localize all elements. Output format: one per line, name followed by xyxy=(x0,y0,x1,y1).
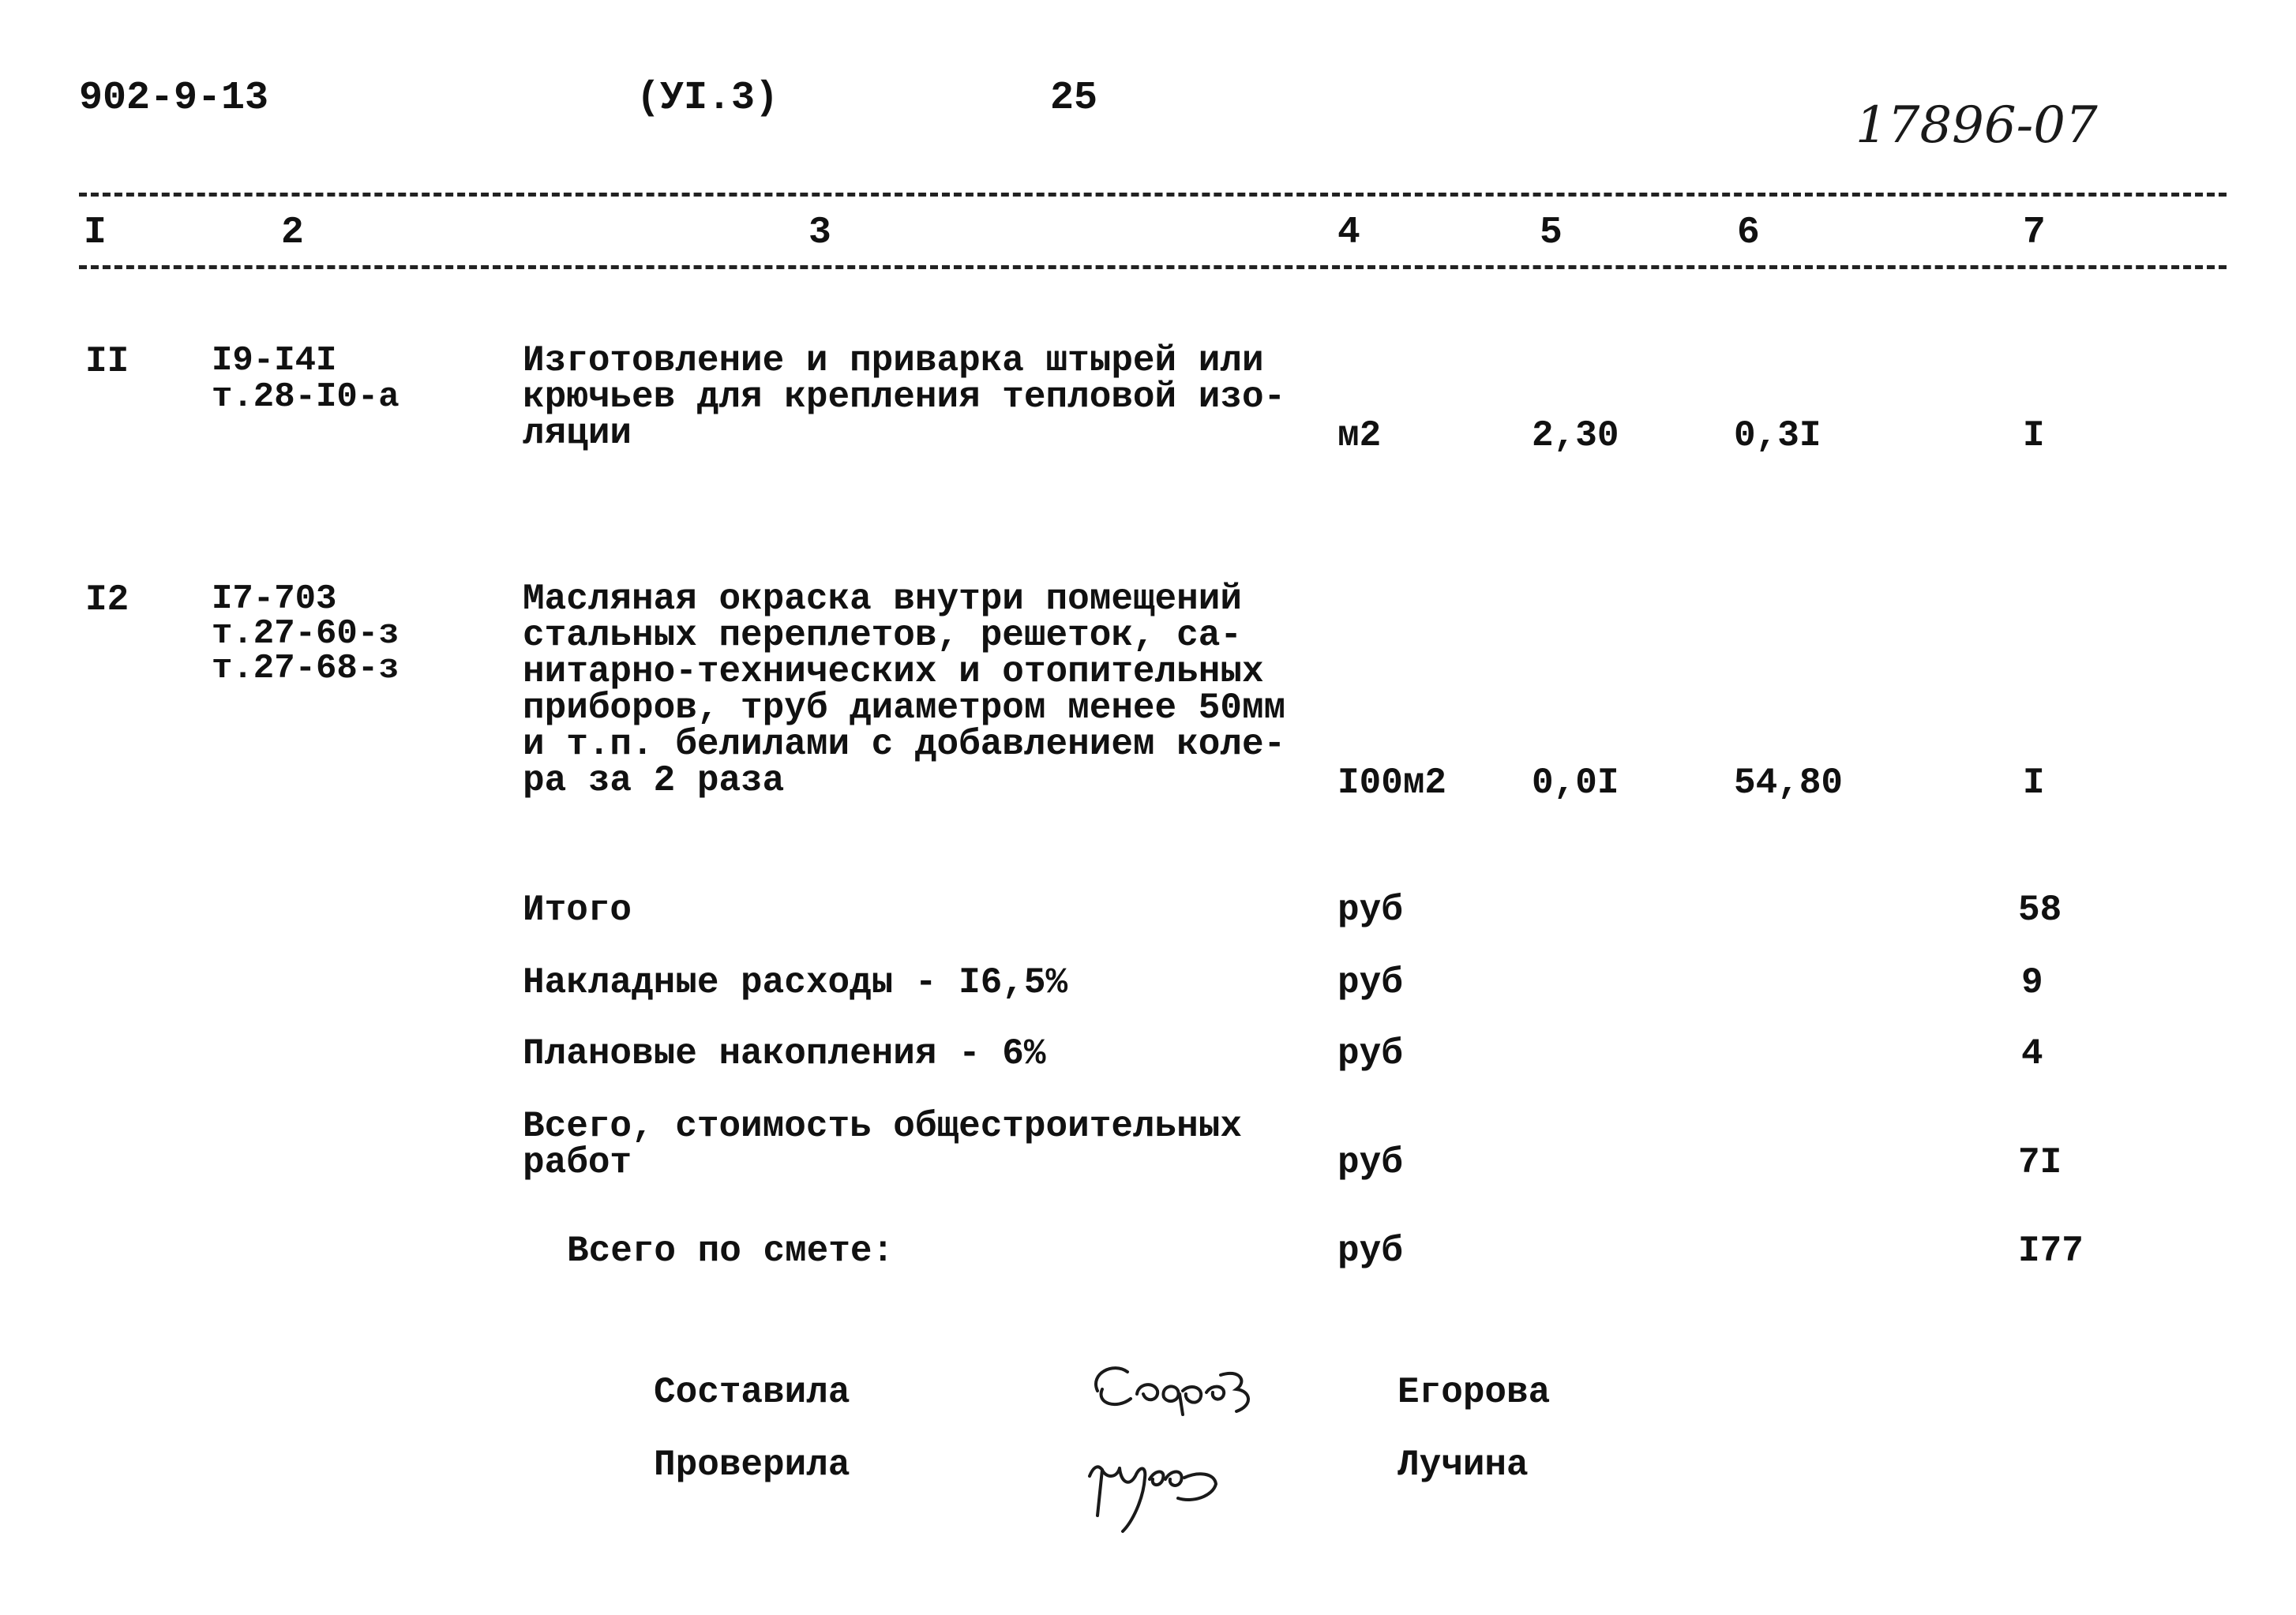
row-code-line: т.27-68-з xyxy=(212,649,400,688)
row-description-line: приборов, труб диаметром менее 50мм xyxy=(523,688,1286,729)
row-description-line: ляции xyxy=(523,413,632,454)
summary-label: Плановые накопления - 6% xyxy=(523,1033,1046,1074)
summary-unit: руб xyxy=(1337,890,1403,931)
signature-mark xyxy=(1074,1421,1279,1539)
summary-value: 7I xyxy=(2018,1142,2062,1183)
row-unit: м2 xyxy=(1337,415,1382,456)
section-number: (УI.3) xyxy=(636,76,779,121)
signatory-name: Егорова xyxy=(1397,1372,1551,1413)
page-number: 25 xyxy=(1050,76,1098,121)
signature-role: Составила xyxy=(654,1372,850,1413)
summary-label: Итого xyxy=(523,890,632,931)
column-header-6: 6 xyxy=(1737,212,1760,254)
summary-value: 4 xyxy=(2021,1033,2043,1074)
summary-unit: руб xyxy=(1337,1142,1403,1183)
summary-value: 9 xyxy=(2021,962,2043,1003)
summary-label: Всего, стоимость общестроительных xyxy=(523,1106,1242,1147)
signatory-name: Лучина xyxy=(1397,1445,1529,1486)
row-description-line: и т.п. белилами с добавлением коле- xyxy=(523,724,1286,765)
row-price: 54,80 xyxy=(1734,763,1844,804)
header-rule-top xyxy=(79,193,2227,197)
row-description-line: Масляная окраска внутри помещений xyxy=(523,579,1242,620)
row-code-line: I9-I4I xyxy=(212,341,337,380)
row-code-line: т.28-I0-а xyxy=(212,377,400,417)
column-header-7: 7 xyxy=(2023,212,2046,254)
row-description-line: нитарно-технических и отопительных xyxy=(523,651,1264,692)
row-code-line: I7-703 xyxy=(212,579,337,619)
grand-total-label: Всего по смете: xyxy=(567,1231,895,1272)
signature-mark xyxy=(1082,1342,1287,1429)
summary-label: работ xyxy=(523,1142,632,1183)
row-code-line: т.27-60-з xyxy=(212,614,400,654)
column-header-1: I xyxy=(84,212,107,254)
row-unit: I00м2 xyxy=(1337,763,1447,804)
column-header-3: 3 xyxy=(808,212,831,254)
handwritten-number: 17896-07 xyxy=(1855,96,2098,155)
grand-total-value: I77 xyxy=(2018,1231,2084,1272)
row-total: I xyxy=(2023,763,2045,804)
row-price: 0,3I xyxy=(1734,415,1821,456)
header-rule-bottom xyxy=(79,265,2227,269)
row-quantity: 2,30 xyxy=(1532,415,1619,456)
summary-label: Накладные расходы - I6,5% xyxy=(523,962,1068,1003)
row-description-line: Изготовление и приварка штырей или xyxy=(523,340,1264,381)
summary-unit: руб xyxy=(1337,1231,1403,1272)
signature-role: Проверила xyxy=(654,1445,850,1486)
column-header-2: 2 xyxy=(281,212,304,254)
row-number: II xyxy=(85,341,129,382)
row-total: I xyxy=(2023,415,2045,456)
summary-value: 58 xyxy=(2018,890,2062,931)
column-header-5: 5 xyxy=(1540,212,1563,254)
row-description-line: крючьев для крепления тепловой изо- xyxy=(523,377,1286,418)
row-description-line: стальных переплетов, решеток, са- xyxy=(523,615,1242,656)
column-header-4: 4 xyxy=(1337,212,1360,254)
summary-unit: руб xyxy=(1337,962,1403,1003)
row-quantity: 0,0I xyxy=(1532,763,1619,804)
row-description-line: ра за 2 раза xyxy=(523,760,785,801)
doc-code: 902-9-13 xyxy=(79,76,269,121)
row-number: I2 xyxy=(85,579,129,620)
summary-unit: руб xyxy=(1337,1033,1403,1074)
